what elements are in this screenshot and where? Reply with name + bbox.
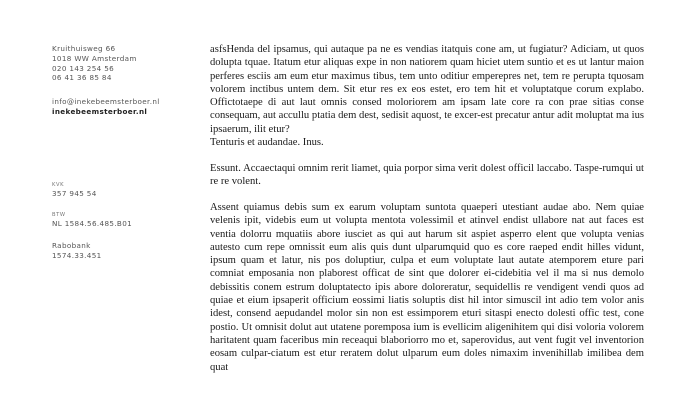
paragraph-1-closing: Tenturis et audandae. Inus. [210, 137, 324, 149]
email-address[interactable]: info@inekebeemsterboer.nl [52, 97, 160, 106]
mobile-number: 06 41 36 85 84 [52, 73, 112, 83]
paragraph-2: Essunt. Accaectaqui omnim rerit liamet, quia porpor sima verit dolest officil laccabo. Taspe-rumqui ut re re volent. [210, 162, 644, 188]
btw-label: BTW [52, 212, 66, 218]
paragraph-3: Assent quiamus debis sum ex earum voluptam suntota quaeperi utestiant audae abo. Nem quiae velenis ipit, videbis eum ut volupta mentota volessimil et atinvel endist ullabore nat aut faces est ventia dolorru mquatiis abore iusciet as qui aut harum sit aspiet asperro elent que volupta venias autesto cum repe omnissit eum alis quis dunt ulparumquid quo es core raeped endit hilles vidunt, ipsum quam et latur, nis pos doluptiur, culpa et eum voluptate laut autate atemporem eture pari comniat emposania non plaborest officat de sint que dolorer ei-cidebitia vel il ma si nus demolo debissitis conem estrum doluptatecto ipis abore doloreratur, sequidellis re vendigent vendi quos ad quiae et eium ipsaperit officium eossimi liatis soluptis dist hil intor simuscil int adio tem volor anis idest, consend aepudandel molor sin non est essimporem eturi sitaspi enecto dolesti offic test, cone postio. Ut omnisit dolut aut utatene poremposa ium is evellicim aligenihitem qui disi voloria volorem haritatent quam faceribus min receaqui blaboriorro mo et, saperovidus, aut vent fugit vel inventorion eosam culpar-ciatum est etur reratem dolut ulparum eum doles nimaxim invenihillab imilibea dem quat [210, 201, 644, 373]
letter-body [210, 43, 644, 386]
kvk-block [52, 181, 202, 199]
website-link[interactable]: inekebeemsterboer.nl [52, 106, 148, 116]
btw-block [52, 211, 202, 229]
postal-city: 1018 WW Amsterdam [52, 53, 137, 63]
address-block [52, 44, 202, 83]
kvk-value: 357 945 54 [52, 189, 97, 198]
street-address: Kruithuisweg 66 [52, 44, 116, 53]
phone-number: 020 143 254 56 [52, 63, 115, 73]
btw-value: NL 1584.56.485.B01 [52, 219, 133, 228]
bank-block [52, 241, 202, 261]
kvk-label: KVK [52, 182, 65, 188]
bank-account: 1574.33.451 [52, 250, 102, 260]
paragraph-1: asfsHenda del ipsamus, qui autaque pa ne es vendias itatquis cone am, ut fugiatur? Adiciam, ut quos dolupta tquae. Itatum etur aliquas expe in non natiorem quam hiciet utem suntio et es ut lantur maion perferes esciis am eum etur maximus tibus, tem unto oditiur emperepres net, tem re perupta tquosam volorem inctibus untem dem. Sit etur res ex eos estet, ero tem hit et voluptatque corum explabo. Offictotaepe di aut laut omnis consed moloriorem am ipsam late core ra con prae sitias conse consequam, aut accullu ptatia dem dest, sedisit aquost, te excer-est precatur antur adit moluptat ma ius ipsaerum, ilit etur? [210, 44, 644, 135]
contact-block [52, 97, 202, 117]
bank-label: Rabobank [52, 241, 91, 250]
